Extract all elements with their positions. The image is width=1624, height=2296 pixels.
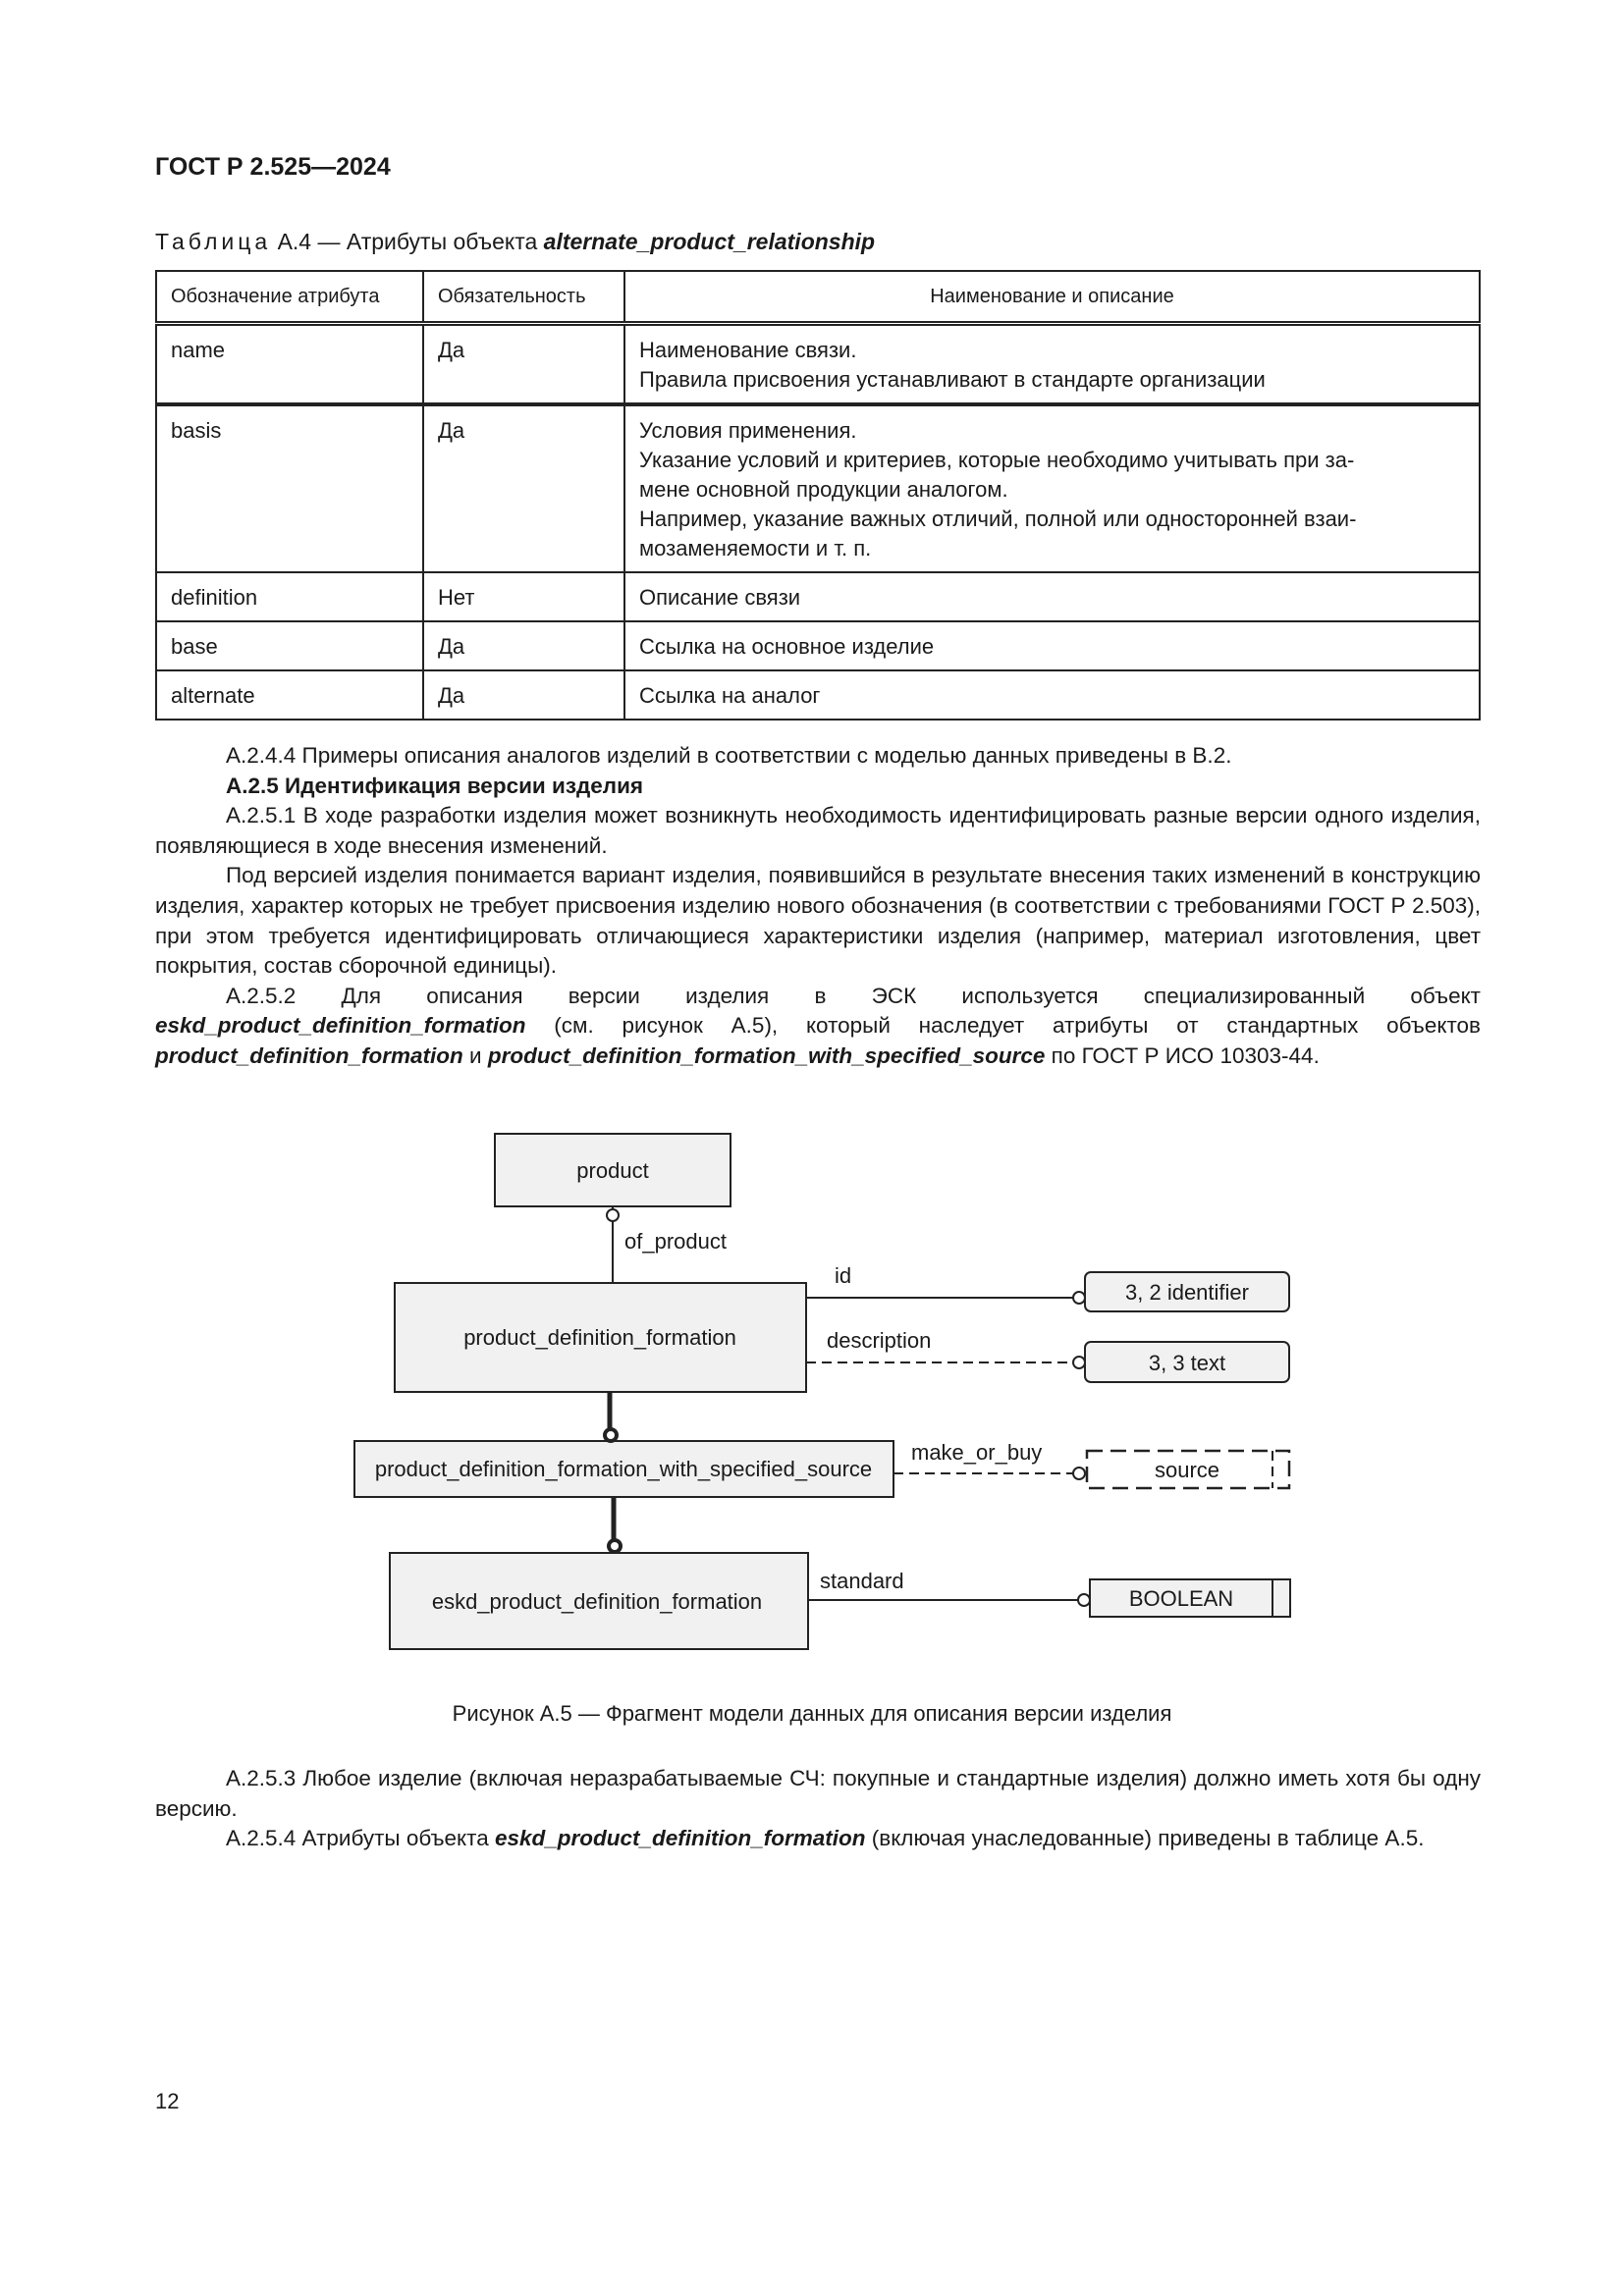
paragraph [155, 1824, 1481, 1854]
relation-label: of_product [624, 1229, 727, 1254]
required-cell: Да [423, 324, 624, 405]
desc-line: мозаменяемости и т. п. [639, 536, 872, 561]
entity-label: product [576, 1158, 649, 1183]
relation-label: make_or_buy [911, 1440, 1043, 1465]
description-cell [624, 404, 1480, 572]
body-text-section-2 [155, 1764, 1481, 1854]
table-caption-number: А.4 — Атрибуты объекта [277, 229, 544, 254]
section-heading: А.2.5 Идентификация версии изделия [226, 773, 644, 798]
type-label: BOOLEAN [1128, 1586, 1234, 1611]
object-name: eskd_product_definition_formation [494, 1826, 866, 1851]
entity-label: product_definition_formation [463, 1325, 736, 1350]
attr-cell: alternate [156, 670, 423, 720]
text-run: и [462, 1042, 488, 1068]
relation-label: standard [820, 1569, 904, 1593]
description-cell: Ссылка на основное изделие [624, 621, 1480, 670]
subtype-circle [605, 1429, 617, 1441]
description-cell [624, 324, 1480, 405]
entity-label: product_definition_formation_with_specified_source [374, 1457, 873, 1481]
data-model-diagram [0, 1109, 1624, 1679]
text-run: А.2.5.4 Атрибуты объекта [226, 1826, 495, 1851]
required-cell: Да [423, 670, 624, 720]
required-cell: Да [423, 621, 624, 670]
paragraph [155, 982, 1481, 1072]
relation-label: description [827, 1328, 932, 1353]
desc-line: Например, указание важных отличий, полной или односторонней взаи- [639, 507, 1357, 531]
table-row [156, 670, 1480, 720]
paragraph: А.2.5.3 Любое изделие (включая неразрабатываемые СЧ: покупные и стандартные изделия) должно иметь хотя бы одну версию. [155, 1766, 1481, 1821]
type-label: 3, 3 text [1148, 1351, 1226, 1375]
type-label: 3, 2 identifier [1125, 1280, 1249, 1305]
document-header: ГОСТ Р 2.525—2024 [155, 153, 391, 181]
table-caption-word: Таблица [155, 229, 272, 254]
desc-line: Условия применения. [639, 418, 857, 443]
body-text-section-1 [155, 741, 1481, 1072]
required-cell: Нет [423, 572, 624, 621]
entity-label: eskd_product_definition_formation [431, 1589, 763, 1614]
subtype-circle [609, 1540, 621, 1552]
paragraph: А.2.4.4 Примеры описания аналогов изделий в соответствии с моделью данных приведены в В.2. [226, 743, 1232, 768]
object-name: product_definition_formation_with_specified_source [487, 1042, 1046, 1068]
attributes-table [155, 270, 1481, 721]
column-header: Наименование и описание [624, 271, 1480, 324]
relation-label: id [835, 1263, 852, 1288]
paragraph: А.2.5.1 В ходе разработки изделия может возникнуть необходимость идентифицировать разные версии одного изделия, появляющиеся в ходе внесения изменений. [155, 803, 1481, 858]
attr-cell: name [156, 324, 423, 405]
attr-cell: base [156, 621, 423, 670]
table-caption-object: alternate_product_relationship [543, 229, 876, 254]
desc-line: Указание условий и критериев, которые необходимо учитывать при за- [639, 448, 1355, 472]
type-label: source [1154, 1458, 1220, 1482]
column-header: Обязательность [423, 271, 624, 324]
paragraph: Под версией изделия понимается вариант изделия, появившийся в результате внесения таких изменений в конструкцию изделия, характер которых не требует присвоения изделию нового обозначения (в соответствии с требованиями ГОСТ Р 2.503), при этом требуется идентифицировать отличающиеся характеристики изделия (например, материал изготовления, цвет покрытия, состав сборочной единицы). [155, 863, 1481, 979]
figure-caption: Рисунок А.5 — Фрагмент модели данных для описания версии изделия [452, 1701, 1172, 1726]
column-header: Обозначение атрибута [156, 271, 423, 324]
table-row [156, 572, 1480, 621]
table-row [156, 324, 1480, 405]
desc-line: Правила присвоения устанавливают в стандарте организации [639, 367, 1266, 392]
description-cell: Ссылка на аналог [624, 670, 1480, 720]
description-cell: Описание связи [624, 572, 1480, 621]
attr-cell: basis [156, 404, 423, 572]
optional-circle [607, 1209, 619, 1221]
text-run: (включая унаследованные) приведены в таблице А.5. [865, 1826, 1425, 1851]
table-row [156, 621, 1480, 670]
desc-line: Наименование связи. [639, 338, 857, 362]
text-run: по ГОСТ Р ИСО 10303-44. [1045, 1042, 1320, 1068]
text-run: (см. рисунок А.5), который наследует атрибуты от стандартных объектов [525, 1013, 1481, 1039]
desc-line: мене основной продукции аналогом. [639, 477, 1008, 502]
text-run: А.2.5.2 Для описания версии изделия в ЭСК используется специализированный объект [226, 983, 1481, 1008]
page-number: 12 [155, 2089, 180, 2113]
object-name: product_definition_formation [155, 1042, 463, 1068]
object-name: eskd_product_definition_formation [155, 1013, 526, 1039]
table-caption [155, 229, 875, 255]
attr-cell: definition [156, 572, 423, 621]
table-row [156, 404, 1480, 572]
required-cell: Да [423, 404, 624, 572]
